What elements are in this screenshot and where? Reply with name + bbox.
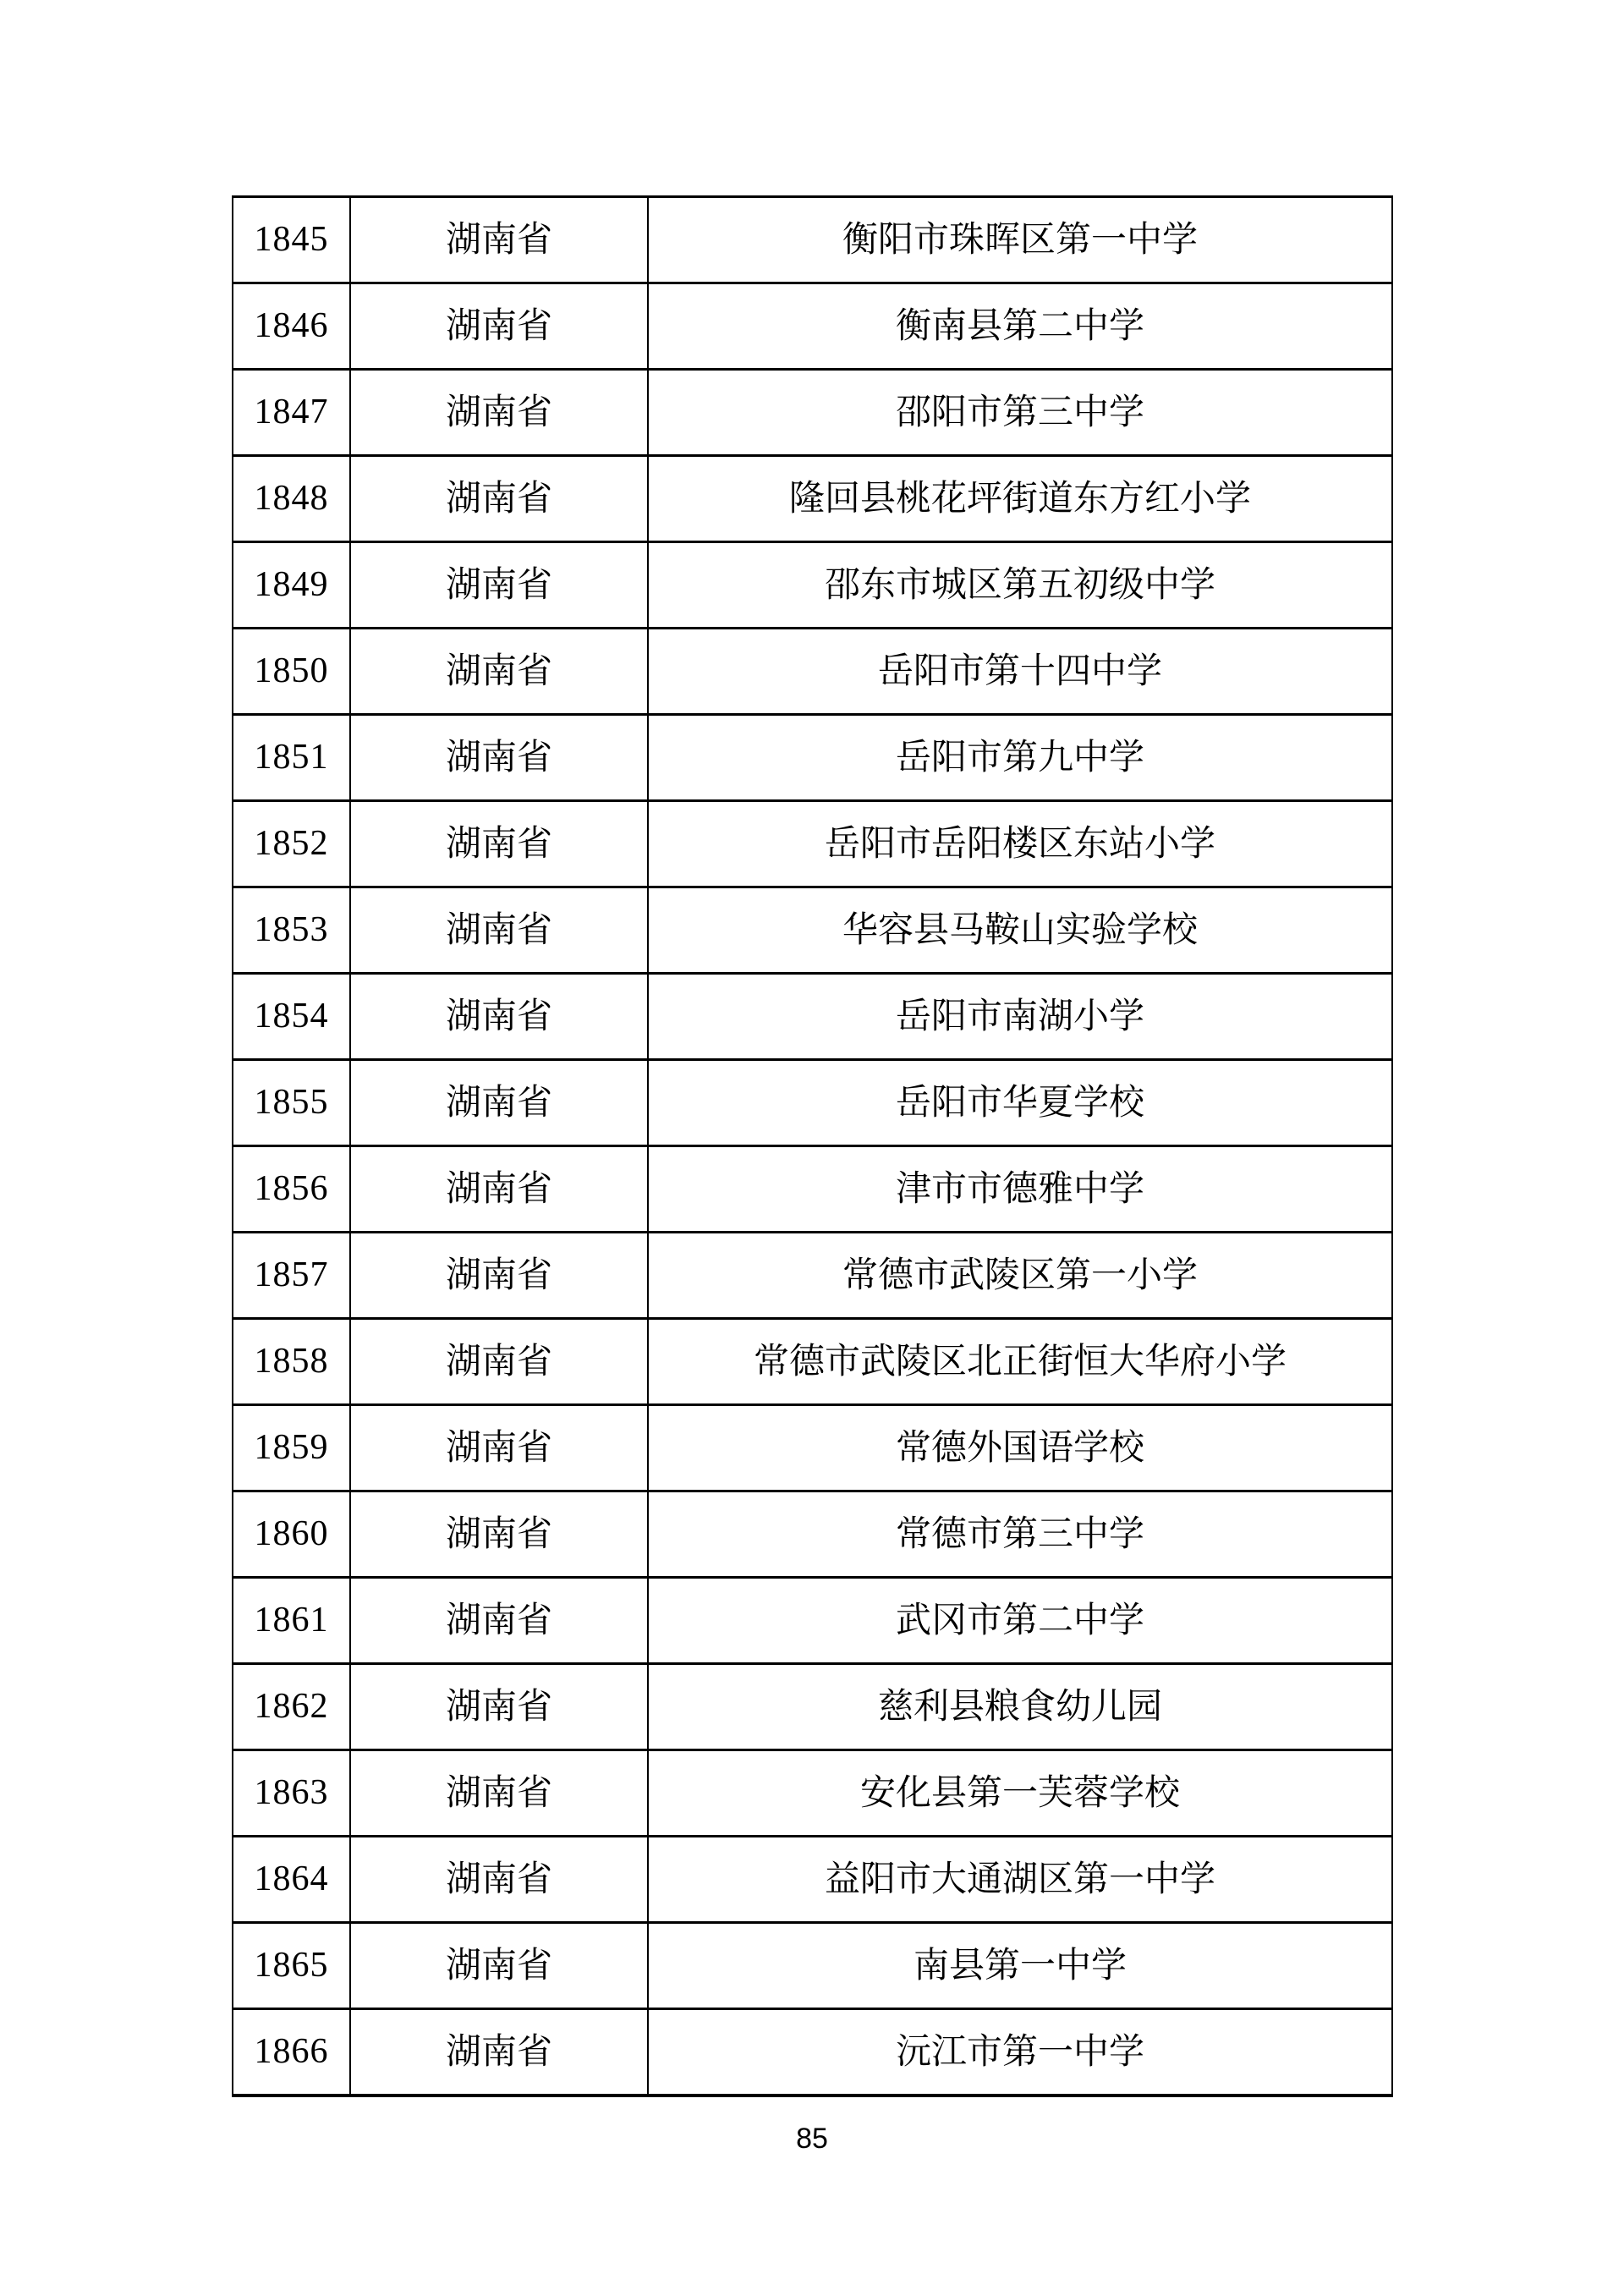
table-row — [233, 1320, 1391, 1406]
province-cell: 湖南省 — [351, 975, 649, 1058]
province-cell: 湖南省 — [351, 1837, 649, 1921]
table-row — [233, 1924, 1391, 2010]
table-row — [233, 371, 1391, 457]
table-row — [233, 1837, 1391, 1924]
row-number-cell: 1851 — [233, 716, 351, 799]
province-cell: 湖南省 — [351, 543, 649, 627]
table-row — [233, 629, 1391, 716]
province-cell: 湖南省 — [351, 1233, 649, 1317]
row-number-cell: 1859 — [233, 1406, 351, 1490]
table-row — [233, 716, 1391, 802]
province-cell: 湖南省 — [351, 1924, 649, 2008]
row-number-cell: 1866 — [233, 2010, 351, 2094]
school-name-cell: 常德市武陵区第一小学 — [842, 1255, 1198, 1295]
row-number-cell: 1853 — [233, 888, 351, 972]
school-name-cell: 岳阳市岳阳楼区东站小学 — [824, 823, 1215, 864]
table-row — [233, 457, 1391, 543]
row-number-cell: 1849 — [233, 543, 351, 627]
table-row — [233, 802, 1391, 888]
school-name-cell: 沅江市第一中学 — [895, 2031, 1144, 2072]
table-row — [233, 1665, 1391, 1751]
school-name-cell: 常德市第三中学 — [895, 1513, 1144, 1554]
row-number-cell: 1854 — [233, 975, 351, 1058]
school-name-cell: 隆回县桃花坪街道东方红小学 — [788, 478, 1251, 519]
row-number-cell: 1852 — [233, 802, 351, 886]
school-name-cell: 衡阳市珠晖区第一中学 — [842, 219, 1198, 260]
table-row — [233, 975, 1391, 1061]
school-name-cell: 常德市武陵区北正街恒大华府小学 — [753, 1341, 1287, 1381]
school-name-cell: 衡南县第二中学 — [895, 305, 1144, 346]
row-number-cell: 1848 — [233, 457, 351, 541]
province-cell: 湖南省 — [351, 1492, 649, 1576]
province-cell: 湖南省 — [351, 716, 649, 799]
province-cell: 湖南省 — [351, 1061, 649, 1145]
row-number-cell: 1845 — [233, 198, 351, 282]
school-name-cell: 邵阳市第三中学 — [895, 392, 1144, 432]
province-cell: 湖南省 — [351, 1579, 649, 1662]
school-name-cell: 常德外国语学校 — [895, 1427, 1144, 1468]
table-row — [233, 888, 1391, 975]
row-number-cell: 1864 — [233, 1837, 351, 1921]
table-row — [233, 284, 1391, 371]
row-number-cell: 1863 — [233, 1751, 351, 1835]
row-number-cell: 1850 — [233, 629, 351, 713]
page-number: 85 — [796, 2123, 828, 2155]
table-row — [233, 2010, 1391, 2094]
school-name-cell: 华容县马鞍山实验学校 — [842, 909, 1198, 950]
table-row — [233, 1147, 1391, 1233]
school-name-cell: 慈利县粮食幼儿园 — [877, 1686, 1162, 1727]
school-name-cell: 岳阳市南湖小学 — [895, 996, 1144, 1036]
school-list-table — [232, 195, 1393, 2097]
table-row — [233, 198, 1391, 284]
school-name-cell: 南县第一中学 — [913, 1945, 1127, 1986]
school-name-cell: 邵东市城区第五初级中学 — [824, 564, 1215, 605]
province-cell: 湖南省 — [351, 1406, 649, 1490]
school-name-cell: 岳阳市华夏学校 — [895, 1082, 1144, 1123]
table-row — [233, 1406, 1391, 1492]
province-cell: 湖南省 — [351, 888, 649, 972]
school-name-cell: 岳阳市第九中学 — [895, 737, 1144, 777]
province-cell: 湖南省 — [351, 371, 649, 454]
school-name-cell: 益阳市大通湖区第一中学 — [824, 1859, 1215, 1899]
row-number-cell: 1857 — [233, 1233, 351, 1317]
province-cell: 湖南省 — [351, 629, 649, 713]
table-row — [233, 1751, 1391, 1837]
row-number-cell: 1846 — [233, 284, 351, 368]
row-number-cell: 1856 — [233, 1147, 351, 1231]
province-cell: 湖南省 — [351, 1665, 649, 1749]
province-cell: 湖南省 — [351, 802, 649, 886]
school-name-cell: 津市市德雅中学 — [895, 1168, 1144, 1209]
province-cell: 湖南省 — [351, 457, 649, 541]
table-row — [233, 1233, 1391, 1320]
school-name-cell: 安化县第一芙蓉学校 — [859, 1772, 1180, 1813]
table-row — [233, 1579, 1391, 1665]
province-cell: 湖南省 — [351, 198, 649, 282]
school-name-cell: 武冈市第二中学 — [895, 1600, 1144, 1640]
province-cell: 湖南省 — [351, 2010, 649, 2094]
row-number-cell: 1861 — [233, 1579, 351, 1662]
table-row — [233, 1061, 1391, 1147]
province-cell: 湖南省 — [351, 1751, 649, 1835]
row-number-cell: 1860 — [233, 1492, 351, 1576]
row-number-cell: 1865 — [233, 1924, 351, 2008]
province-cell: 湖南省 — [351, 284, 649, 368]
school-name-cell: 岳阳市第十四中学 — [877, 651, 1162, 691]
province-cell: 湖南省 — [351, 1147, 649, 1231]
table-row — [233, 1492, 1391, 1579]
table-row — [233, 543, 1391, 629]
row-number-cell: 1862 — [233, 1665, 351, 1749]
province-cell: 湖南省 — [351, 1320, 649, 1403]
row-number-cell: 1858 — [233, 1320, 351, 1403]
row-number-cell: 1855 — [233, 1061, 351, 1145]
row-number-cell: 1847 — [233, 371, 351, 454]
